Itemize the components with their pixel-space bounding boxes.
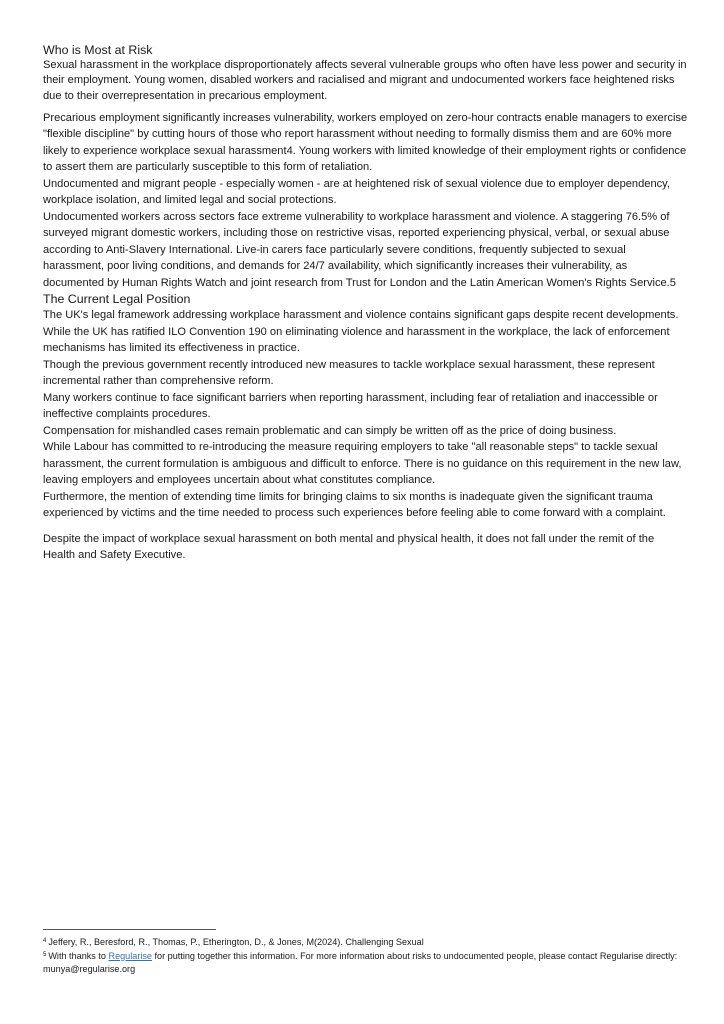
paragraph-undocumented-workers: Undocumented workers across sectors face extreme vulnerability to workplace harassment and violence. A staggering 76.5% of surveyed migrant domestic workers, including those on restrictive visas, reported experiencing physical, verbal, or sexual abuse according to Anti-Slavery International. Live-in carers face particularly severe conditions, frequently subjected to sexual harassment, poor living conditions, and demands for 24/7 availability, which significantly increases their vulnerability, as documented by Human Rights Watch and joint research from Trust for London and the Latin American Women's Rights Service.5 <box>43 210 676 289</box>
footnote-text: Jeffery, R., Beresford, R., Thomas, P., Etherington, D., & Jones, M(2024). Challenging Sexual <box>48 937 424 947</box>
main-content <box>43 42 688 564</box>
footnote-marker: 5 <box>43 951 47 958</box>
paragraph-precarious-employment: Precarious employment significantly increases vulnerability, workers employed on zero-hour contracts enable managers to exercise "flexible discipline" by cutting hours of those who report harassment without needing to formally dismiss them and are 60% more likely to experience workplace sexual harassment4. Young workers with limited knowledge of their employment rights or confidence to assert them are particularly susceptible to this form of retaliation. <box>43 111 688 174</box>
section-heading-current-legal-position: The Current Legal Position <box>43 292 191 307</box>
footnote-text-after-link: for putting together this information. For more information about risks to undocumented people, please contact Regularise directly: munya@regularise.org <box>43 950 678 974</box>
paragraph-labour-commitment: While Labour has committed to re-introducing the measure requiring employers to take "all reasonable steps" to tackle sexual harassment, the current formulation is ambiguous and difficult to enforce. There is no guidance on this requirement in the new law, leaving employers and employees uncertain about what constitutes compliance. <box>43 441 682 487</box>
footnote-4 <box>43 936 683 950</box>
paragraph-previous-government: Though the previous government recently introduced new measures to tackle workplace sexual harassment, these represent incremental rather than comprehensive reform. <box>43 358 655 388</box>
paragraph-health-and-safety: Despite the impact of workplace sexual harassment on both mental and physical health, it does not fall under the remit of the Health and Safety Executive. <box>43 532 655 562</box>
regularise-link[interactable]: Regularise <box>108 950 152 961</box>
paragraph-undocumented-migrant: Undocumented and migrant people - especially women - are at heightened risk of sexual violence due to employer dependency, workplace isolation, and limited legal and social protections. <box>43 177 670 207</box>
section-heading-who-is-most-at-risk: Who is Most at Risk <box>43 43 153 57</box>
footnote-5 <box>43 950 683 977</box>
footnote-divider <box>43 929 216 930</box>
paragraph-risk-intro: Sexual harassment in the workplace disproportionately affects several vulnerable groups who often have less power and security in their employment. Young women, disabled workers and racialised and migrant and undocumented workers face heightened risks due to their overrepresentation in precarious employment. <box>43 59 687 102</box>
paragraph-time-limits: Furthermore, the mention of extending time limits for bringing claims to six months is inadequate given the significant trauma experienced by victims and the time needed to process such experiences before feeling able to come forward with a complaint. <box>43 490 666 520</box>
paragraph-reporting-barriers: Many workers continue to face significant barriers when reporting harassment, including fear of retaliation and inaccessible or ineffective complaints procedures. <box>43 391 658 421</box>
footnote-marker: 4 <box>43 938 47 944</box>
paragraph-compensation: Compensation for mishandled cases remain problematic and can simply be written off as the price of doing business. <box>43 424 617 437</box>
footnotes <box>43 929 683 977</box>
footnote-text-before-link: With thanks to <box>48 950 106 961</box>
paragraph-legal-framework: The UK's legal framework addressing workplace harassment and violence contains significant gaps despite recent developments. While the UK has ratified ILO Convention 190 on eliminating violence and harassment in the workplace, the lack of enforcement mechanisms has limited its effectiveness in practice. <box>43 309 679 355</box>
